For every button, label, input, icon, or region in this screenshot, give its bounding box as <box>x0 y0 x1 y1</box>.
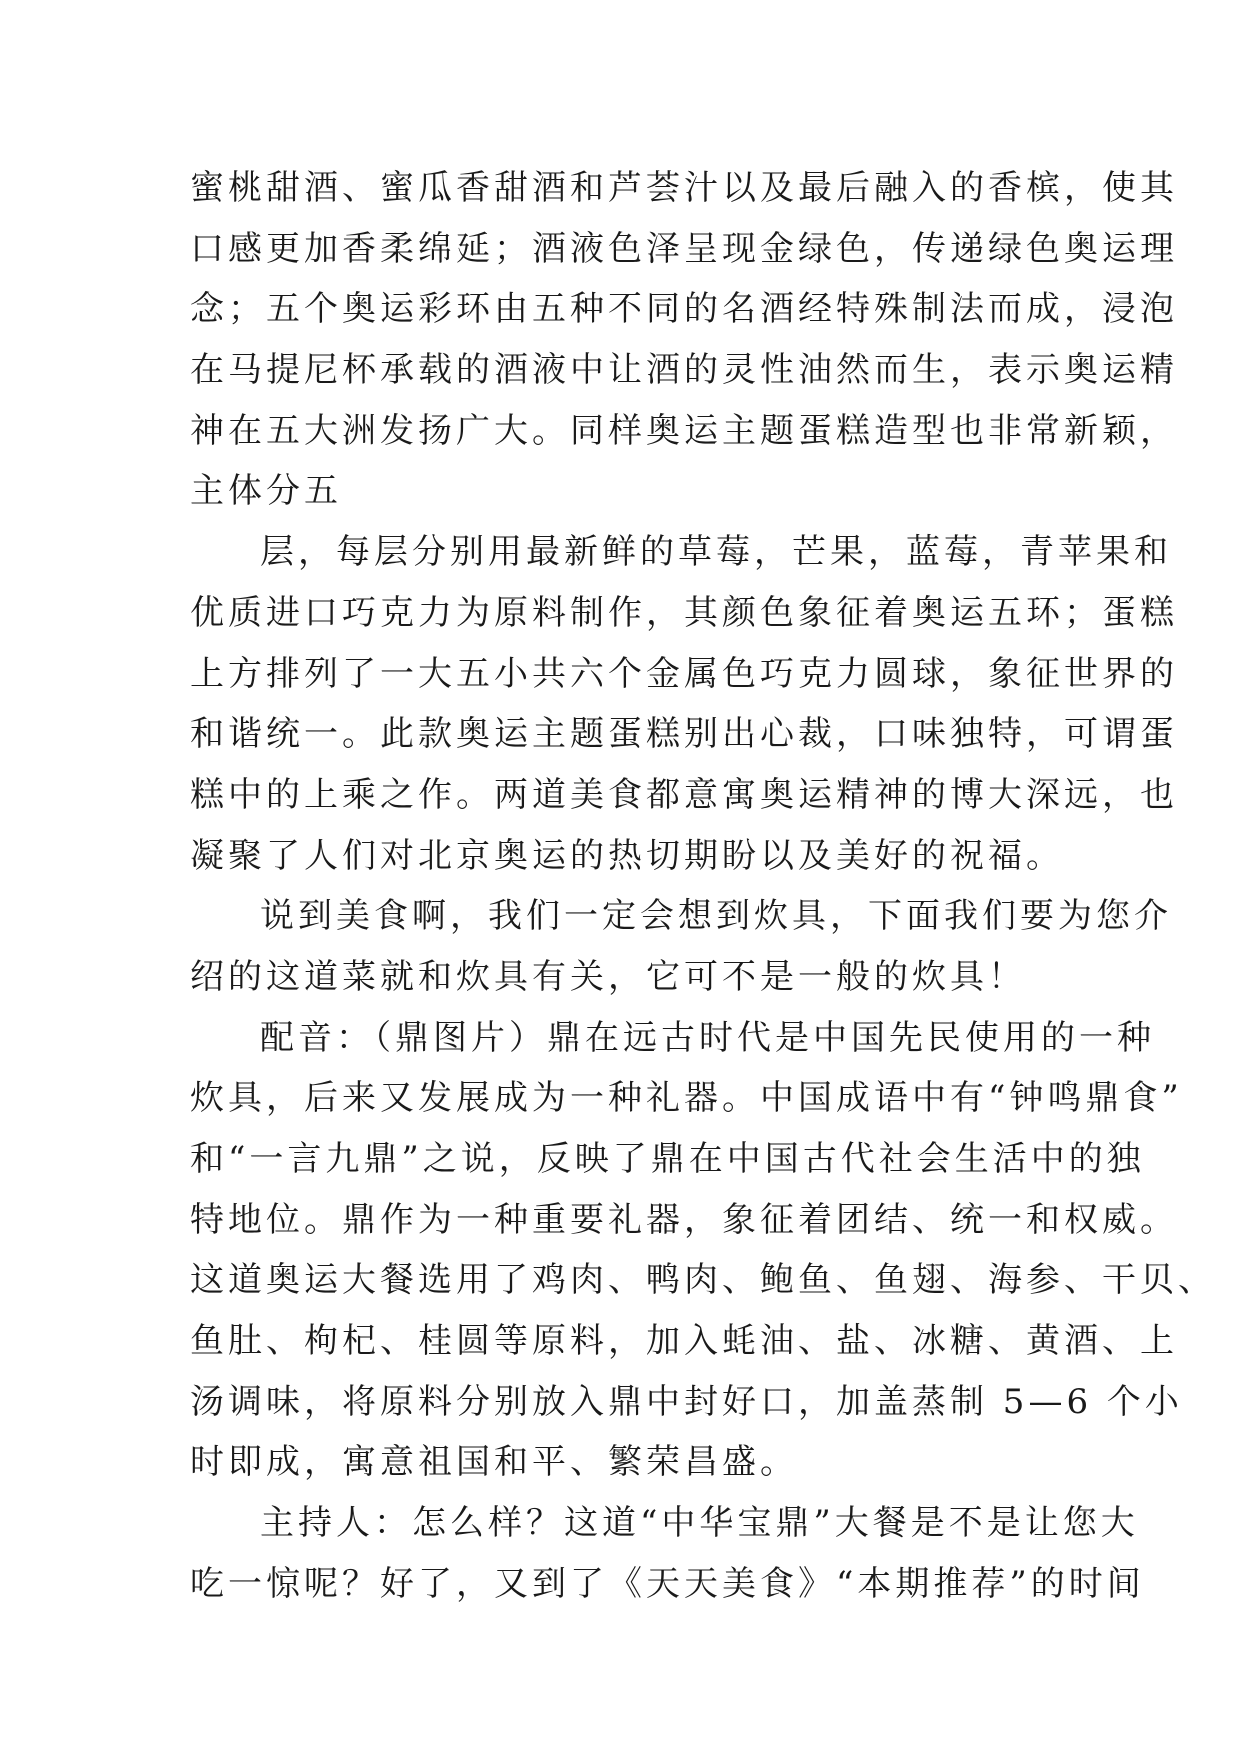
text-line: 汤调味，将原料分别放入鼎中封好口，加盖蒸制 5—6 个小 <box>190 1381 1183 1422</box>
text-line: 这道奥运大餐选用了鸡肉、鸭肉、鲍鱼、鱼翅、海参、干贝、 <box>190 1260 1216 1301</box>
text-line: 时即成，寓意祖国和平、繁荣昌盛。 <box>190 1442 798 1483</box>
text-line: 特地位。鼎作为一种重要礼器，象征着团结、统一和权威。 <box>190 1199 1178 1240</box>
document-body <box>190 158 1216 1615</box>
text-line: 上方排列了一大五小共六个金属色巧克力圆球，象征世界的 <box>190 653 1178 694</box>
text-line: 和“一言九鼎”之说，反映了鼎在中国古代社会生活中的独 <box>190 1139 1145 1179</box>
text-line: 和谐统一。此款奥运主题蛋糕别出心裁，口味独特，可谓蛋 <box>190 714 1178 755</box>
text-line: 鱼肚、枸杞、桂圆等原料，加入蚝油、盐、冰糖、黄酒、上 <box>190 1321 1178 1362</box>
text-line: 神在五大洲发扬广大。同样奥运主题蛋糕造型也非常新颖， <box>190 410 1178 451</box>
paragraph-start-line: 配音：（鼎图片）鼎在远古时代是中国先民使用的一种 <box>260 1017 1155 1058</box>
text-line: 蜜桃甜酒、蜜瓜香甜酒和芦荟汁以及最后融入的香槟，使其 <box>190 168 1178 208</box>
text-line: 炊具，后来又发展成为一种礼器。中国成语中有“钟鸣鼎食” <box>190 1078 1183 1119</box>
text-line: 口感更加香柔绵延；酒液色泽呈现金绿色，传递绿色奥运理 <box>190 228 1178 269</box>
text-line: 主体分五 <box>190 471 342 512</box>
paragraph-start-line: 主持人：怎么样？这道“中华宝鼎”大餐是不是让您大 <box>260 1503 1139 1544</box>
text-line: 绍的这道菜就和炊具有关，它可不是一般的炊具！ <box>190 956 1026 997</box>
text-line: 在马提尼杯承载的酒液中让酒的灵性油然而生，表示奥运精 <box>190 350 1178 391</box>
paragraph-start-line: 说到美食啊，我们一定会想到炊具，下面我们要为您介 <box>260 896 1172 937</box>
paragraph-start-line: 层，每层分别用最新鲜的草莓，芒果，蓝莓，青苹果和 <box>260 532 1172 573</box>
text-line: 糕中的上乘之作。两道美食都意寓奥运精神的博大深远，也 <box>190 774 1178 815</box>
text-line: 凝聚了人们对北京奥运的热切期盼以及美好的祝福。 <box>190 835 1064 876</box>
text-line: 优质进口巧克力为原料制作，其颜色象征着奥运五环；蛋糕 <box>190 592 1178 633</box>
text-line: 吃一惊呢？好了，又到了《天天美食》“本期推荐”的时间 <box>190 1563 1145 1604</box>
text-line: 念；五个奥运彩环由五种不同的名酒经特殊制法而成，浸泡 <box>190 289 1178 330</box>
